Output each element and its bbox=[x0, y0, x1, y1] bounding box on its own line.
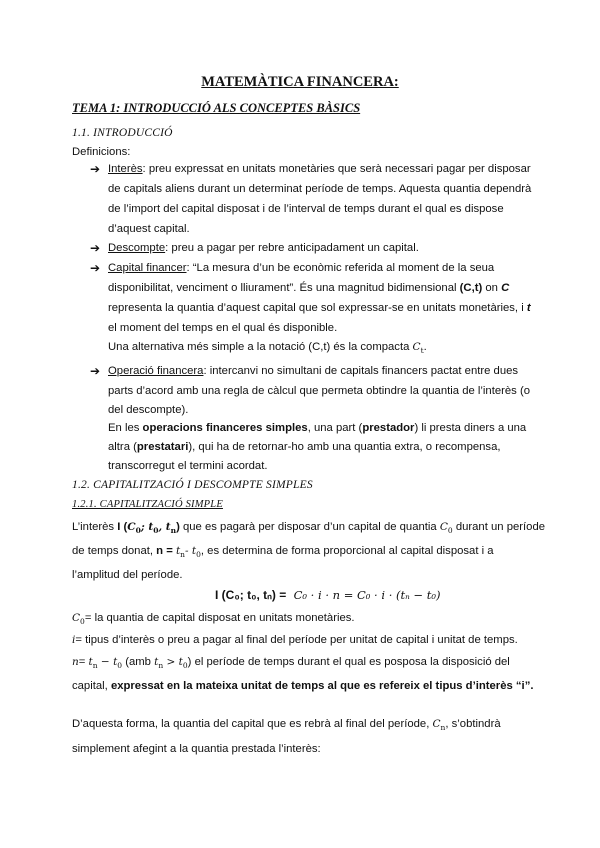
para-text: durant un període bbox=[452, 521, 546, 533]
def-capital-line bbox=[108, 260, 494, 276]
def-descompte-line bbox=[108, 240, 419, 256]
term-capital: Capital financer bbox=[108, 262, 187, 274]
math-expr: n = bbox=[156, 545, 176, 557]
def-bold: C bbox=[501, 282, 510, 294]
n-definition-cont bbox=[72, 678, 533, 694]
arrow-right-icon: ➔ bbox=[90, 261, 101, 275]
def-text: . bbox=[423, 341, 427, 353]
def-operacio-line: transcorregut el termini acordat. bbox=[108, 460, 268, 472]
def-text: Una alternativa més simple a la notació (C,t) és la compacta bbox=[108, 341, 413, 353]
para-text: capital, bbox=[72, 680, 111, 692]
page-title: MATEMÀTICA FINANCERA: bbox=[201, 74, 399, 90]
paragraph-line bbox=[72, 716, 501, 736]
tema-heading: TEMA 1: INTRODUCCIÓ ALS CONCEPTES BÀSICS bbox=[72, 101, 361, 115]
def-text: , una part ( bbox=[307, 422, 363, 434]
arrow-right-icon: ➔ bbox=[90, 162, 101, 176]
def-text: altra ( bbox=[108, 441, 137, 453]
term-interes: Interès bbox=[108, 163, 143, 175]
def-bold: operacions financeres simples bbox=[142, 422, 308, 434]
section-heading-1-1: 1.1. INTRODUCCIÓ bbox=[72, 127, 173, 139]
def-capital-line bbox=[108, 300, 531, 316]
def-text: representa la quantia d’aquest capital que sol expressar-se en unitats monetàries, i bbox=[108, 302, 527, 314]
def-capital-line bbox=[108, 339, 427, 359]
formula-lhs: I (C₀; t₀, tₙ) = bbox=[215, 588, 287, 602]
section-heading-1-2-1: 1.2.1. CAPITALITZACIÓ SIMPLE bbox=[72, 499, 223, 510]
def-text: on bbox=[482, 282, 502, 294]
paragraph-line: l’amplitud del període. bbox=[72, 569, 183, 581]
formula-rhs: C₀ · i · n = C₀ · i · (tₙ − t₀) bbox=[293, 588, 441, 602]
paragraph-line bbox=[72, 543, 494, 563]
math-expr: $t_n > t_0$ bbox=[154, 656, 188, 670]
math-expr: $t_n-$ $t_0$ bbox=[175, 545, 201, 559]
def-operacio-line: parts d’acord amb una regla de càlcul que permeta obtindre la quantia de l’interès (o bbox=[108, 385, 531, 397]
def-operacio-line bbox=[108, 363, 518, 379]
para-text: = tipus d’interès o preu a pagar al final del període per unitat de capital i unitat de temps. bbox=[75, 634, 518, 646]
para-text: de temps donat, bbox=[72, 545, 157, 557]
para-bold: expressat en la mateixa unitat de temps al que es refereix el tipus d’interès “i”. bbox=[110, 680, 534, 692]
def-text: disponibilitat, venciment o lliurament”. És una magnitud bidimensional bbox=[108, 282, 460, 294]
math-var: i bbox=[72, 634, 76, 646]
paragraph-line: simplement afegint a la quantia prestada l’interès: bbox=[72, 743, 321, 755]
para-text: , s’obtindrà bbox=[445, 718, 501, 730]
arrow-right-icon: ➔ bbox=[90, 364, 101, 378]
def-text: : preu expressat en unitats monetàries que serà necessari pagar per disposar bbox=[142, 163, 531, 175]
def-capital-line: el moment del temps en el qual és disponible. bbox=[108, 322, 338, 334]
def-operacio-line bbox=[108, 420, 526, 436]
def-bold: t bbox=[526, 302, 531, 314]
def-text: : preu a pagar per rebre anticipadament un capital. bbox=[165, 242, 419, 254]
math-var: $C_0$ bbox=[72, 612, 85, 626]
def-bold: prestatari bbox=[136, 441, 189, 453]
math-sub: t bbox=[420, 346, 424, 355]
def-text: En les bbox=[108, 422, 143, 434]
def-text: ) li presta diners a una bbox=[414, 422, 527, 434]
term-operacio: Operació financera bbox=[108, 365, 204, 377]
def-text: : intercanvi no simultani de capitals financers pactat entre dues bbox=[203, 365, 519, 377]
math-expr: n bbox=[72, 656, 79, 668]
def-interes-line bbox=[108, 161, 531, 177]
paragraph-line bbox=[72, 519, 545, 539]
math-var: C bbox=[412, 341, 421, 353]
math-expr: I ($C_0$; $t_0$, $t_n$) bbox=[117, 521, 180, 535]
def-operacio-line: del descompte). bbox=[108, 404, 189, 416]
term-descompte: Descompte bbox=[108, 242, 166, 254]
def-interes-line: d’aquest capital. bbox=[108, 223, 190, 235]
def-bold: prestador bbox=[362, 422, 415, 434]
def-interes-line: de l’import del capital disposat i de l’interval de temps durant el qual es dispose bbox=[108, 203, 504, 215]
para-text: = la quantia de capital disposat en unitats monetàries. bbox=[84, 612, 355, 624]
math-var: $C_0$ bbox=[439, 521, 453, 535]
def-bold: (C,t) bbox=[459, 282, 483, 294]
formula bbox=[215, 587, 440, 603]
arrow-right-icon: ➔ bbox=[90, 241, 101, 255]
para-text: el període de temps durant el qual es posposa la disposició del bbox=[194, 656, 510, 668]
def-interes-line: de capitals aliens durant un determinat període de temps. Aquesta quantia dependrà bbox=[108, 183, 532, 195]
para-text: L’interès bbox=[72, 521, 118, 533]
i-definition bbox=[72, 632, 518, 648]
math-expr: $t_n - t_0$ bbox=[88, 656, 123, 670]
para-text: , es determina de forma proporcional al capital disposat i a bbox=[200, 545, 494, 557]
def-text: ), qui ha de retornar-ho amb una quantia extra, o recompensa, bbox=[188, 441, 501, 453]
para-text: D’aquesta forma, la quantia del capital que es rebrà al final del període, bbox=[72, 718, 433, 730]
section-heading-1-2: 1.2. CAPITALITZACIÓ I DESCOMPTE SIMPLES bbox=[72, 479, 313, 491]
para-text: que es pagarà per disposar d’un capital de quantia bbox=[179, 521, 440, 533]
definicions-label: Definicions: bbox=[72, 146, 131, 158]
n-definition: $n= t_n - t_0$ (amb $t_n > t_0$) el període de temps durant el qual es posposa la disposició del bbox=[72, 656, 510, 670]
c0-definition bbox=[72, 610, 355, 630]
def-operacio-line bbox=[108, 439, 501, 455]
def-text: : “La mesura d’un be econòmic referida al moment de la seua bbox=[186, 262, 495, 274]
def-capital-line bbox=[108, 280, 509, 296]
math-var: $C_n$ bbox=[432, 718, 446, 732]
